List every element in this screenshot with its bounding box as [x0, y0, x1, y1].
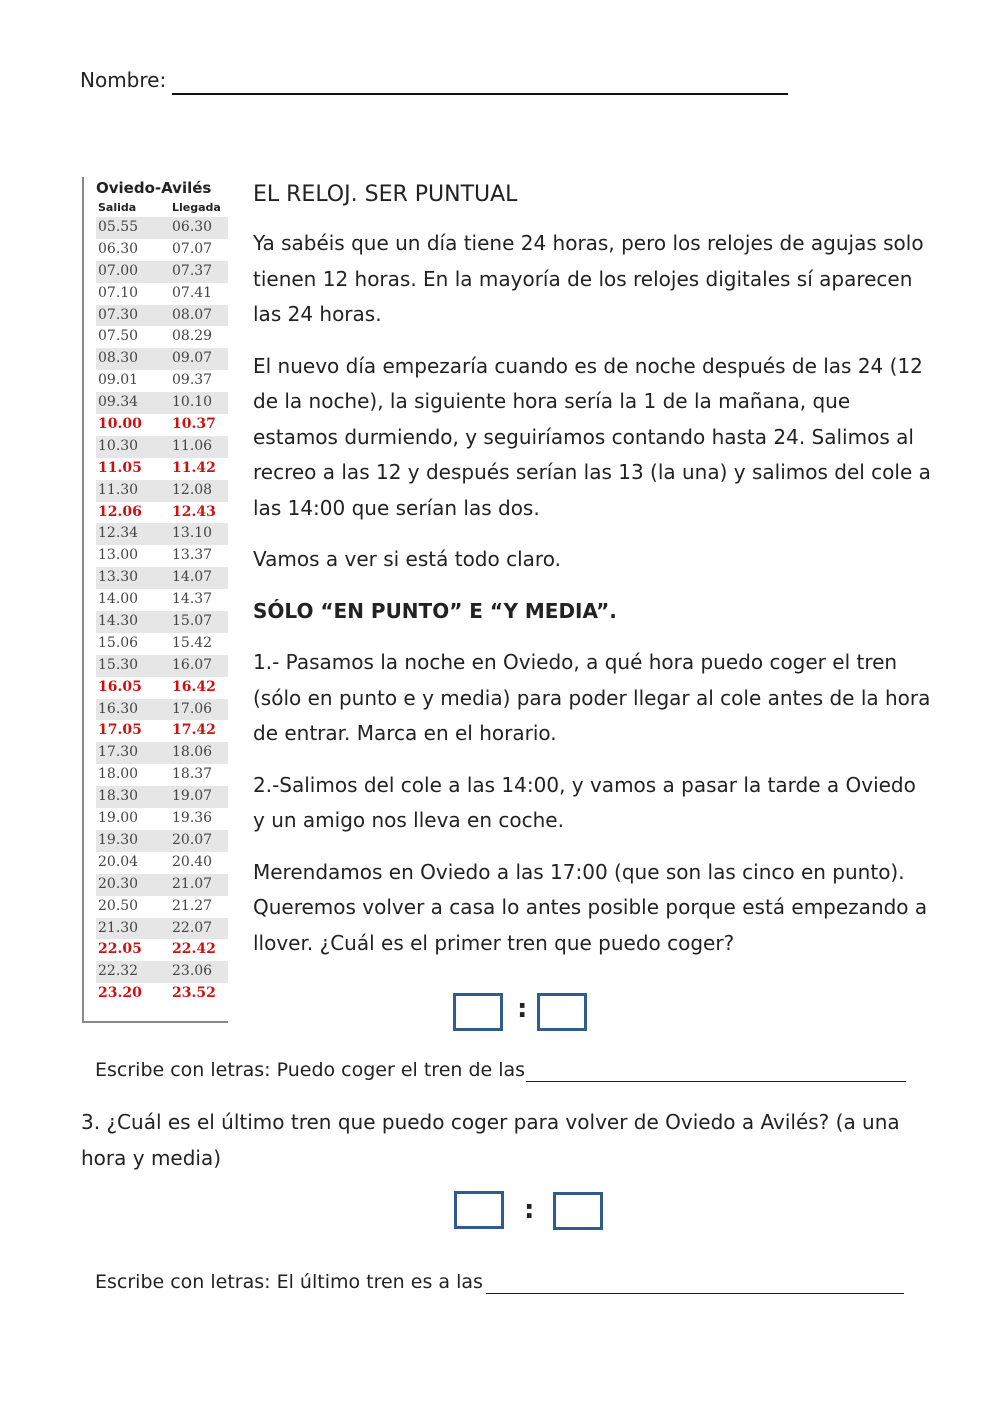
departure-time: 09.34 [98, 394, 139, 411]
arrival-time: 07.37 [172, 262, 213, 279]
arrival-time: 12.43 [172, 503, 216, 520]
departure-time: 11.30 [98, 481, 139, 498]
timetable-row[interactable] [96, 655, 228, 677]
departure-time: 14.00 [98, 591, 139, 608]
departure-time: 18.30 [98, 788, 139, 805]
timetable-row[interactable] [96, 458, 228, 480]
departure-time: 17.05 [98, 722, 142, 739]
departure-time: 23.20 [98, 985, 142, 1002]
timetable-row[interactable] [96, 852, 228, 874]
timetable-row[interactable] [96, 348, 228, 370]
timetable-rows [96, 217, 228, 1005]
timetable-row[interactable] [96, 786, 228, 808]
timetable-row[interactable] [96, 633, 228, 655]
timetable-row[interactable] [96, 283, 228, 305]
timetable-row[interactable] [96, 896, 228, 918]
timetable-row[interactable] [96, 764, 228, 786]
paragraph-explanation: El nuevo día empezaría cuando es de noche después de las 24 (12 de la noche), la siguiente hora sería la 1 de la mañana, que estamos durmiendo, y seguiríamos contando hasta 24. Salimos al recreo a las 12 y después serían las 13 (la una) y salimos del cole a las 14:00 que serían las dos. [253, 353, 931, 520]
arrival-time: 14.37 [172, 591, 213, 608]
arrival-time: 23.52 [172, 985, 216, 1002]
write-in-words-label-2: Escribe con letras: El último tren es a las [95, 1271, 483, 1293]
timetable-row[interactable] [96, 720, 228, 742]
timetable-row[interactable] [96, 480, 228, 502]
departure-time: 07.10 [98, 284, 139, 301]
timetable-row[interactable] [96, 699, 228, 721]
timetable-row[interactable] [96, 523, 228, 545]
arrival-time: 20.07 [172, 831, 213, 848]
main-content [253, 180, 933, 977]
timetable-row[interactable] [96, 808, 228, 830]
departure-time: 19.00 [98, 810, 139, 827]
departure-time: 14.30 [98, 613, 139, 630]
departure-time: 07.00 [98, 262, 139, 279]
timetable-title: Oviedo-Avilés [96, 179, 212, 197]
arrival-time: 17.06 [172, 700, 213, 717]
arrival-time: 16.42 [172, 678, 216, 695]
departure-time: 06.30 [98, 240, 139, 257]
departure-time: 16.30 [98, 700, 139, 717]
arrival-time: 18.37 [172, 766, 213, 783]
arrival-time: 20.40 [172, 853, 213, 870]
timetable-row[interactable] [96, 961, 228, 983]
timetable-row[interactable] [96, 589, 228, 611]
departure-time: 20.30 [98, 875, 139, 892]
arrival-time: 19.07 [172, 788, 213, 805]
departure-time: 13.00 [98, 547, 139, 564]
timetable-header-arrive: Llegada [172, 201, 221, 214]
arrival-time: 07.07 [172, 240, 213, 257]
write-in-words-line-2[interactable] [486, 1293, 904, 1294]
question-2b: Merendamos en Oviedo a las 17:00 (que son las cinco en punto). Queremos volver a casa lo antes posible porque está empezando a llover. ¿Cuál es el primer tren que puedo coger? [253, 859, 928, 955]
departure-time: 10.00 [98, 416, 142, 433]
arrival-time: 08.29 [172, 328, 213, 345]
departure-time: 15.06 [98, 634, 139, 651]
departure-time: 16.05 [98, 678, 142, 695]
departure-time: 13.30 [98, 569, 139, 586]
timetable-row[interactable] [96, 502, 228, 524]
arrival-time: 15.42 [172, 634, 213, 651]
arrival-time: 16.07 [172, 656, 213, 673]
arrival-time: 07.41 [172, 284, 213, 301]
departure-time: 07.30 [98, 306, 139, 323]
arrival-time: 08.07 [172, 306, 213, 323]
question-3: 3. ¿Cuál es el último tren que puedo coger para volver de Oviedo a Avilés? (a una hora y media) [81, 1110, 900, 1170]
arrival-time: 23.06 [172, 963, 213, 980]
timetable-row[interactable] [96, 261, 228, 283]
arrival-time: 21.27 [172, 897, 213, 914]
timetable-row[interactable] [96, 392, 228, 414]
timetable-row[interactable] [96, 567, 228, 589]
arrival-time: 22.07 [172, 919, 213, 936]
timetable-row[interactable] [96, 305, 228, 327]
departure-time: 11.05 [98, 459, 142, 476]
timetable-row[interactable] [96, 830, 228, 852]
timetable-row[interactable] [96, 414, 228, 436]
hour-answer-box-2[interactable] [454, 1191, 504, 1229]
arrival-time: 13.37 [172, 547, 213, 564]
question-1: 1.- Pasamos la noche en Oviedo, a qué hora puedo coger el tren (sólo en punto e y media) para poder llegar al cole antes de la hora de entrar. Marca en el horario. [253, 650, 931, 745]
departure-time: 07.50 [98, 328, 139, 345]
time-colon-1: : [517, 994, 528, 1024]
departure-time: 12.06 [98, 503, 142, 520]
departure-time: 12.34 [98, 525, 139, 542]
arrival-time: 17.42 [172, 722, 216, 739]
arrival-time: 10.10 [172, 394, 213, 411]
arrival-time: 11.42 [172, 459, 216, 476]
page-title: EL RELOJ. SER PUNTUAL [253, 182, 518, 207]
departure-time: 21.30 [98, 919, 139, 936]
paragraph-check: Vamos a ver si está todo claro. [253, 547, 561, 571]
arrival-time: 09.37 [172, 372, 213, 389]
departure-time: 20.50 [98, 897, 139, 914]
arrival-time: 21.07 [172, 875, 213, 892]
arrival-time: 22.42 [172, 941, 216, 958]
minute-answer-box-1[interactable] [537, 993, 587, 1031]
departure-time: 10.30 [98, 437, 139, 454]
timetable-row[interactable] [96, 742, 228, 764]
arrival-time: 19.36 [172, 810, 213, 827]
minute-answer-box-2[interactable] [553, 1192, 603, 1230]
arrival-time: 06.30 [172, 219, 213, 235]
write-in-words-label-1: Escribe con letras: Puedo coger el tren de las [95, 1059, 526, 1081]
timetable-row[interactable] [96, 918, 228, 940]
timetable-row[interactable] [96, 370, 228, 392]
name-label: Nombre: [80, 68, 167, 92]
departure-time: 19.30 [98, 831, 139, 848]
timetable-row[interactable] [96, 677, 228, 699]
section-subtitle: SÓLO “EN PUNTO” E “Y MEDIA”. [253, 598, 617, 623]
departure-time: 22.32 [98, 963, 139, 980]
arrival-time: 18.06 [172, 744, 213, 761]
time-colon-2: : [524, 1195, 535, 1225]
timetable-row[interactable] [96, 217, 228, 239]
arrival-time: 12.08 [172, 481, 213, 498]
timetable-row[interactable] [96, 239, 228, 261]
timetable-row[interactable] [96, 326, 228, 348]
departure-time: 18.00 [98, 766, 139, 783]
train-timetable [82, 177, 228, 1023]
departure-time: 20.04 [98, 853, 139, 870]
timetable-row[interactable] [96, 983, 228, 1005]
timetable-row[interactable] [96, 874, 228, 896]
arrival-time: 13.10 [172, 525, 213, 542]
hour-answer-box-1[interactable] [453, 993, 503, 1031]
write-in-words-line-1[interactable] [526, 1081, 906, 1082]
timetable-row[interactable] [96, 436, 228, 458]
timetable-row[interactable] [96, 939, 228, 961]
arrival-time: 10.37 [172, 416, 216, 433]
arrival-time: 15.07 [172, 613, 213, 630]
arrival-time: 14.07 [172, 569, 213, 586]
name-field-line[interactable] [172, 93, 788, 95]
arrival-time: 09.07 [172, 350, 213, 367]
timetable-row[interactable] [96, 545, 228, 567]
question-2a: 2.-Salimos del cole a las 14:00, y vamos a pasar la tarde a Oviedo y un amigo nos lleva en coche. [253, 772, 916, 832]
departure-time: 09.01 [98, 372, 139, 389]
departure-time: 05.55 [98, 219, 139, 235]
arrival-time: 11.06 [172, 437, 213, 454]
departure-time: 17.30 [98, 744, 139, 761]
departure-time: 22.05 [98, 941, 142, 958]
timetable-header-depart: Salida [98, 201, 137, 214]
departure-time: 08.30 [98, 350, 139, 367]
timetable-row[interactable] [96, 611, 228, 633]
paragraph-intro: Ya sabéis que un día tiene 24 horas, pero los relojes de agujas solo tienen 12 horas. En la mayoría de los relojes digitales sí aparecen las 24 horas. [253, 231, 924, 326]
departure-time: 15.30 [98, 656, 139, 673]
